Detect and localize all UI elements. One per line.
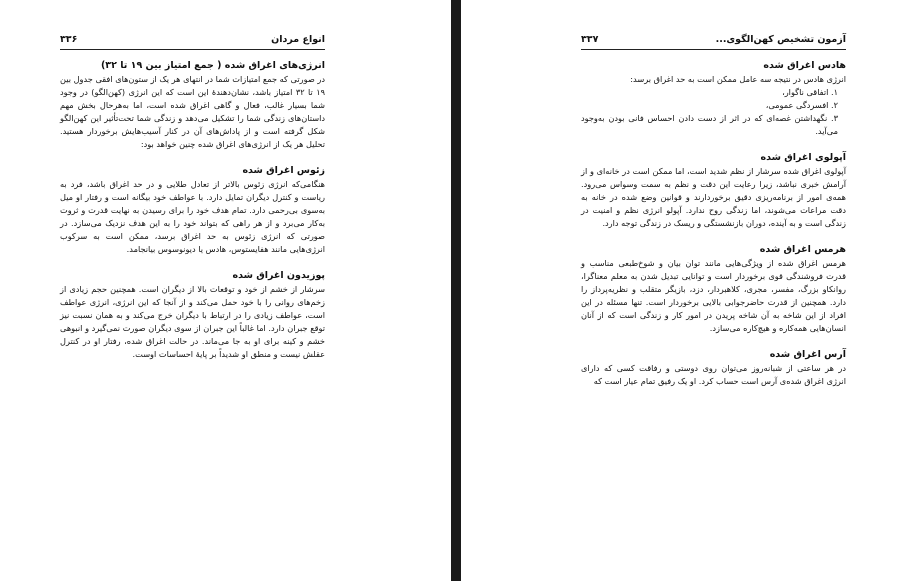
section-body: در صورتی که جمع امتیازات شما در انتهای هر یک از ستون‌های افقی جدول بین ۱۹ تا ۳۲ امتیاز باشد، نشان‌دهندهٔ این است که این انرژی (کهن‌الگو) در وجود شما بسیار غالب، فعال و گاهی اغراق شده است، اما به‌هرحال بخش مهم داستان‌های زندگی شما را تشکیل می‌دهد و زندگی شما تحت‌تأثیر این کهن‌الگو شکل گرفته است و از پاداش‌های آن در کنار آسیب‌هایش برخوردار هستید. تحلیل هر یک از انرژی‌های اغراق شده چنین خواهد بود: bbox=[60, 74, 325, 149]
section-apollo bbox=[581, 152, 846, 230]
page-header bbox=[60, 34, 325, 50]
section-heading: زئوس اغراق شده bbox=[242, 165, 325, 176]
page-number: ۳۳۶ bbox=[60, 34, 78, 45]
page-gutter bbox=[451, 0, 461, 581]
section-poseidon bbox=[60, 270, 325, 361]
section-body: هنگامی‌که انرژی زئوس بالاتر از تعادل طلایی و در حد اغراق باشد، فرد به ریاست و کنترل دیگران تمایل دارد. با عواطف خود بیگانه است و رفتار او میل به‌سوی بی‌رحمی دارد. تمام هدف خود را برای رسیدن به نهایت قدرت و ثروت به‌کار می‌برد و از هر راهی که بتواند خود را به این هدف نزدیک می‌سازد. در صورتی که انرژی زئوس به حد اغراق برسد، ممکن است به سرکوب انرژی‌هایی مانند هفایستوس، هادس یا دیونوسوس بیانجامد. bbox=[60, 179, 325, 254]
list-item: ۱. اتفاقی ناگوار، bbox=[782, 87, 838, 97]
section-ares bbox=[581, 349, 846, 388]
section-zeus bbox=[60, 165, 325, 256]
list-item: ۲. افسردگی عمومی، bbox=[765, 100, 838, 110]
left-page bbox=[0, 0, 451, 581]
list-item: ۳. نگهداشتن غصه‌ای که در اثر از دست دادن احساس فانی بودن به‌وجود می‌آید. bbox=[581, 113, 838, 136]
section-heading: انرژی‌های اغراق شده ( جمع امتیاز بین ۱۹ تا ۳۲) bbox=[100, 60, 325, 71]
section-body: هرمس اغراق شده از ویژگی‌هایی مانند توان بیان و شوخ‌طبعی مناسب و قدرت فروشندگی قوی برخوردار است و توانایی تبدیل شدن به معلم معناگرا، روانکاو بزرگ، مفسر، مجری، کلاهبردار، دزد، بازیگر متقلب و نظریه‌پرداز را دارد. همچنین از قدرت حاضرجوابی بالایی برخوردار است. تنها مسئله در این افراد از این شاخه به آن شاخه پریدن در امور کار و زندگی است که از آنان انسان‌هایی همه‌کاره و هیچ‌کاره می‌سازد. bbox=[581, 258, 846, 333]
running-title: آزمون تشخیص کهن‌الگوی... bbox=[715, 34, 846, 45]
page-header bbox=[581, 34, 846, 50]
section-body: سرشار از خشم از خود و توقعات بالا از دیگران است. همچنین حجم زیادی از زخم‌های روانی را با خود حمل می‌کند و از آنجا که این انرژی، انرژی عواطف است، عواطف زیادی را در ارتباط با دیگران خرج می‌کند و به همان نسبت نیز توقع جبران دارد. اما غالباً این جبران از سوی دیگران صورت نمی‌گیرد و انبوهی خشم و کینه برای او به جا می‌ماند. در حالت اغراق شده، رفتار او در کنترل عقلش نیست و منطق او شدیداً بر پایهٔ احساسات اوست. bbox=[60, 284, 325, 359]
section-body: آپولوی اغراق شده سرشار از نظم شدید است، اما ممکن است در خانه‌ای و از آرامش خبری نباشد، زیرا رعایت این دقت و نظم به سمت وسواس می‌رود. همه‌ی امور از برنامه‌ریزی دقیق برخوردارند و قوانین وضع شده در خانه به دقت مراعات می‌شوند، اما زندگی روح ندارد. آپولو انرژی نظم و امنیت در زندگی است و به آینده، دوران بازنشستگی و ریسک در زندگی توجه دارد. bbox=[581, 166, 846, 228]
section-heading: آپولوی اغراق شده bbox=[760, 152, 846, 163]
right-page bbox=[461, 0, 906, 581]
page-number: ۳۳۷ bbox=[581, 34, 599, 45]
section-heading: آرس اغراق شده bbox=[769, 349, 846, 360]
section-hermes bbox=[581, 244, 846, 335]
section-intro bbox=[60, 60, 325, 151]
section-hades bbox=[581, 60, 846, 138]
running-title: انواع مردان bbox=[271, 34, 325, 45]
section-heading: هادس اغراق شده bbox=[763, 60, 846, 71]
section-body: انرژی هادس در نتیجه سه عامل ممکن است به حد اغراق برسد: bbox=[630, 74, 846, 84]
section-heading: هرمس اغراق شده bbox=[759, 244, 846, 255]
section-body: در هر ساعتی از شبانه‌روز می‌توان روی دوستی و رفاقت کسی که دارای انرژی اغراق شده‌ی آرس است حساب کرد. او یک رفیق تمام عیار است که bbox=[581, 363, 846, 386]
section-heading: پوزیدون اغراق شده bbox=[232, 270, 325, 281]
cause-list bbox=[581, 86, 846, 138]
